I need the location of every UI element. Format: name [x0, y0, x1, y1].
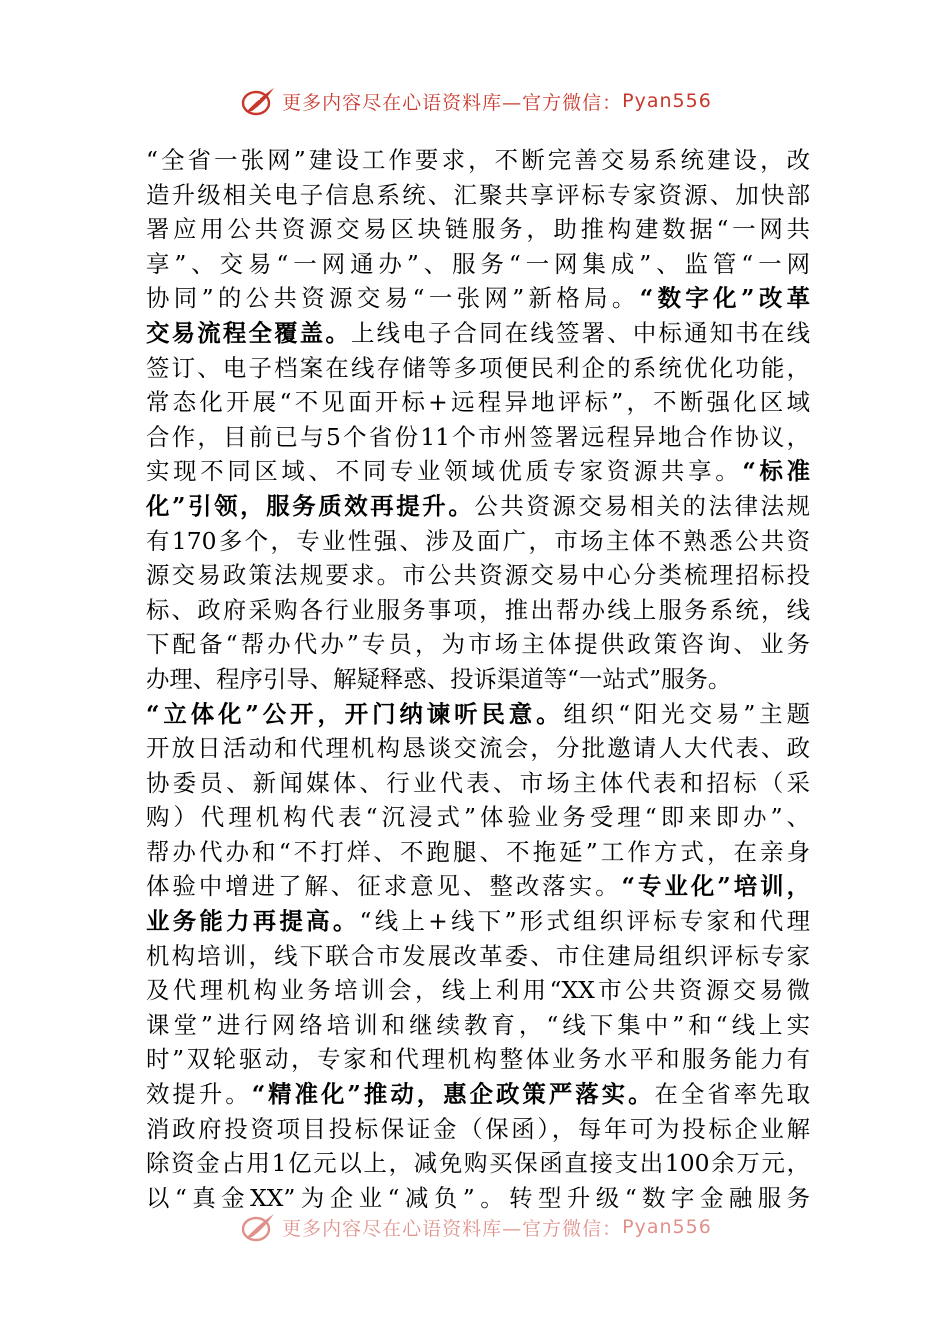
watermark-id: Pyan556	[622, 1216, 712, 1238]
text-line	[146, 212, 810, 247]
quill-logo-icon	[238, 84, 278, 118]
text-segment: 合作，目前已与5个省份11个市州签署远程异地合作协议，	[146, 422, 810, 451]
bold-heading-segment: 交易流程全覆盖。	[146, 318, 351, 347]
text-line	[146, 281, 810, 316]
text-line	[146, 1112, 810, 1147]
text-segment: 组织“阳光交易”主题	[563, 699, 810, 728]
text-line	[146, 143, 810, 178]
text-segment: 公共资源交易相关的法律法规	[474, 491, 811, 520]
text-line	[146, 800, 810, 835]
text-line	[146, 627, 810, 662]
text-segment: 购）代理机构代表“沉浸式”体验业务受理“即来即办”、	[146, 803, 810, 832]
text-segment: 以“真金XX”为企业“减负”。转型升级“数字金融服务	[146, 1183, 810, 1212]
text-line	[146, 1042, 810, 1077]
text-line	[146, 766, 810, 801]
text-line	[146, 835, 810, 870]
text-segment: 机构培训，线下联合市发展改革委、市住建局组织评标专家	[146, 941, 810, 970]
text-segment: 体验中增进了解、征求意见、整改落实。	[146, 872, 622, 901]
quill-logo-icon	[238, 1210, 278, 1244]
text-segment: 办理、程序引导、解疑释惑、投诉渠道等“一站式”服务。	[146, 664, 732, 693]
text-line	[146, 316, 810, 351]
text-segment: 帮办代办和“不打烊、不跑腿、不拖延”工作方式，在亲身	[146, 837, 810, 866]
text-line	[146, 420, 810, 455]
text-segment: 下配备“帮办代办”专员，为市场主体提供政策咨询、业务	[146, 630, 810, 659]
bold-heading-segment: “立体化”公开，开门纳谏听民意。	[146, 699, 564, 728]
text-line	[146, 904, 810, 939]
watermark-id: Pyan556	[622, 90, 712, 112]
bold-heading-segment: “标准	[742, 457, 810, 486]
text-line	[146, 1146, 810, 1181]
text-segment: 源交易政策法规要求。市公共资源交易中心分类梳理招标投	[146, 561, 810, 590]
bold-heading-segment: “精准化”推动，惠企政策严落实。	[251, 1080, 655, 1109]
text-segment: 在全省率先取	[654, 1080, 810, 1109]
text-segment: 享”、交易“一网通办”、服务“一网集成”、监管“一网	[146, 249, 810, 278]
text-line	[146, 731, 810, 766]
text-line	[146, 939, 810, 974]
text-line	[146, 385, 810, 420]
text-segment: 协同”的公共资源交易“一张网”新格局。	[146, 284, 640, 313]
bold-heading-segment: “专业化”培训，	[621, 872, 810, 901]
text-line	[146, 1008, 810, 1043]
text-segment: 上线电子合同在线签署、中标通知书在线	[351, 318, 811, 347]
text-line	[146, 489, 810, 524]
text-segment: 及代理机构业务培训会，线上利用“XX市公共资源交易微	[146, 976, 810, 1005]
text-segment: 标、政府采购各行业服务事项，推出帮办线上服务系统，线	[146, 595, 810, 624]
bold-heading-segment: 业务能力再提高。	[146, 907, 360, 936]
text-segment: 消政府投资项目投标保证金（保函），每年可为投标企业解	[146, 1114, 810, 1143]
text-line	[146, 1077, 810, 1112]
text-segment: “全省一张网”建设工作要求，不断完善交易系统建设，改	[146, 146, 810, 174]
text-segment: 效提升。	[146, 1080, 252, 1109]
watermark-footer	[0, 1210, 950, 1244]
text-segment: 签订、电子档案在线存储等多项便民利企的系统优化功能，	[146, 353, 810, 382]
text-line	[146, 524, 810, 559]
text-line	[146, 662, 810, 697]
text-segment: 课堂”进行网络培训和继续教育，“线下集中”和“线上实	[146, 1010, 810, 1039]
watermark-header	[0, 84, 950, 118]
text-segment: “线上+线下”形式组织评标专家和代理	[359, 907, 811, 936]
text-line	[146, 869, 810, 904]
text-segment: 除资金占用1亿元以上，减免购买保函直接支出100余万元，	[146, 1149, 810, 1178]
bold-heading-segment: 化”引领，服务质效再提升。	[146, 491, 475, 520]
text-line	[146, 454, 810, 489]
text-segment: 有170多个，专业性强、涉及面广，市场主体不熟悉公共资	[146, 526, 810, 555]
text-line	[146, 697, 810, 732]
text-line	[146, 351, 810, 386]
text-segment: 协委员、新闻媒体、行业代表、市场主体代表和招标（采	[146, 768, 810, 797]
text-line	[146, 558, 810, 593]
text-segment: 实现不同区域、不同专业领域优质专家资源共享。	[146, 457, 743, 486]
article-body	[146, 143, 810, 1215]
text-line	[146, 973, 810, 1008]
watermark-text: 更多内容尽在心语资料库—官方微信：	[282, 1217, 623, 1240]
bold-heading-segment: “数字化”改革	[639, 284, 810, 313]
text-segment: 常态化开展“不见面开标+远程异地评标”，不断强化区域	[146, 388, 810, 417]
text-line	[146, 593, 810, 628]
text-line	[146, 247, 810, 282]
text-segment: 开放日活动和代理机构恳谈交流会，分批邀请人大代表、政	[146, 734, 810, 763]
text-line	[146, 178, 810, 213]
text-segment: 时”双轮驱动，专家和代理机构整体业务水平和服务能力有	[146, 1045, 810, 1074]
text-segment: 署应用公共资源交易区块链服务，助推构建数据“一网共	[146, 215, 810, 244]
watermark-text: 更多内容尽在心语资料库—官方微信：	[282, 91, 623, 114]
text-segment: 造升级相关电子信息系统、汇聚共享评标专家资源、加快部	[146, 180, 810, 209]
